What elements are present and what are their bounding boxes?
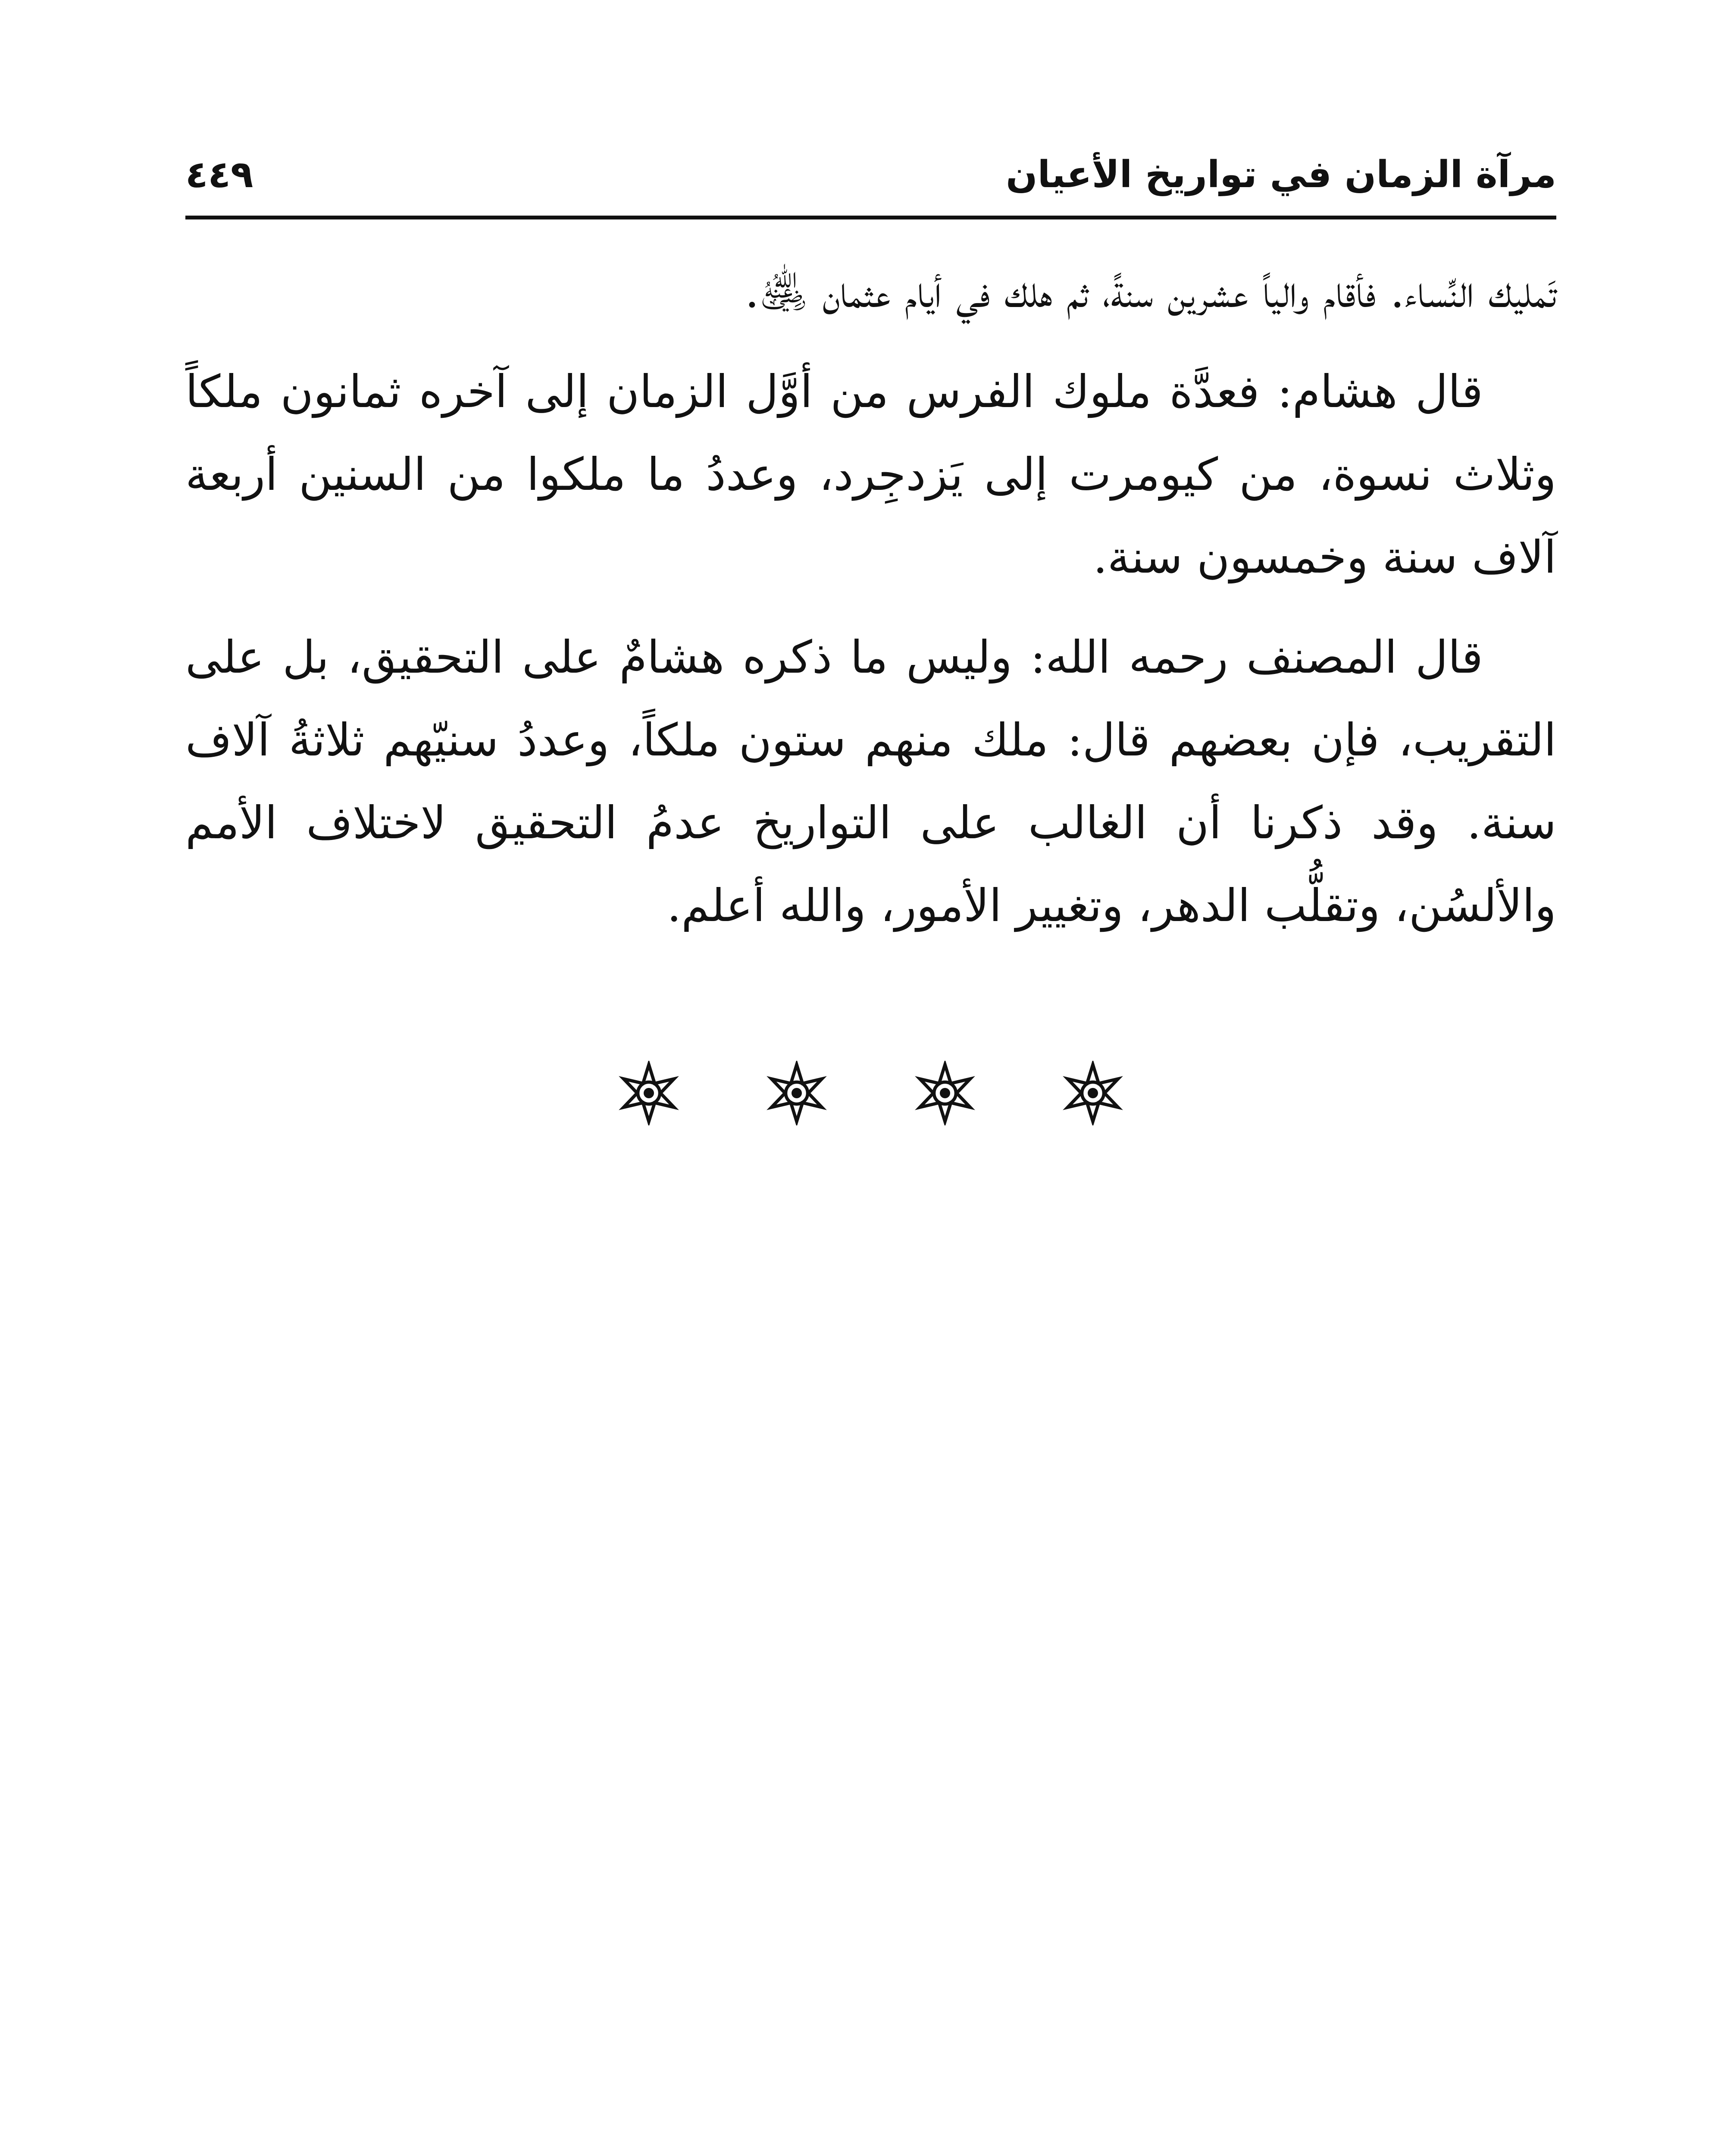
floral-ornament-icon [764, 1061, 829, 1125]
section-separator [616, 1061, 1125, 1125]
paragraph-hisham: قال هشام: فعدَّة ملوك الفرس من أوَّل الزمان إلى آخره ثمانون ملكاً وثلاث نسوة، من كيومرت إلى يَزدجِرد، وعددُ ما ملكوا من السنين أربعة آلاف سنة وخمسون سنة. [185, 365, 1556, 583]
floral-ornament-icon [616, 1061, 681, 1125]
floral-ornament-icon [913, 1061, 977, 1125]
paragraph-continuation: تَمليك النِّساء. فأقام والياً عشرين سنةً، ثم هلك في أيام عثمان ﵁. [745, 265, 1556, 318]
body-text [185, 250, 1556, 964]
floral-ornament-icon [1061, 1061, 1125, 1125]
running-header-title: مرآة الزمان في تواريخ الأعيان [1006, 153, 1556, 196]
page-number: ٤٤٩ [185, 153, 253, 196]
running-header [185, 142, 1556, 219]
paragraph-author-note: قال المصنف رحمه الله: وليس ما ذكره هشامٌ على التحقيق، بل على التقريب، فإن بعضهم قال: ملك منهم ستون ملكاً، وعددُ سنيّهم ثلاثةُ آلاف سنة. وقد ذكرنا أن الغالب على التواريخ عدمُ التحقيق لاختلاف الأمم والألسُن، وتقلُّب الدهر، وتغيير الأمور، والله أعلم. [185, 631, 1557, 932]
